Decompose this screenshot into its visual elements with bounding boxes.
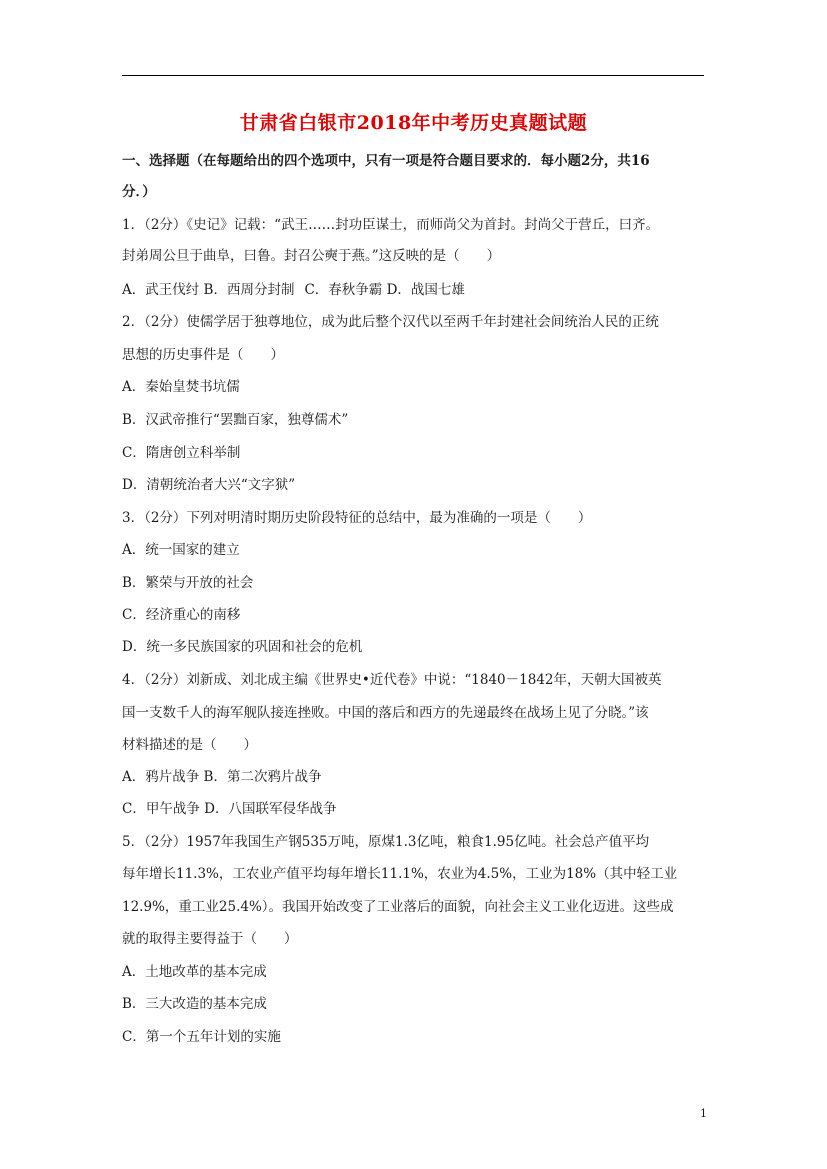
- question-1-options-ab: A．武王伐纣 B．西周分封制: [122, 282, 295, 298]
- question-2-option-c: C．隋唐创立科举制: [122, 445, 241, 461]
- question-3-option-a: A．统一国家的建立: [122, 542, 240, 558]
- question-5-option-b: B．三大改造的基本完成: [122, 996, 267, 1012]
- question-2-stem-line-1: 2．（2分）使儒学居于独尊地位，成为此后整个汉代以至两千年封建社会间统治人民的正统: [122, 314, 659, 330]
- question-3-option-b: B．繁荣与开放的社会: [122, 575, 254, 591]
- question-4-stem-line-2: 国一支数千人的海军舰队接连挫败。中国的落后和西方的先递最终在战场上见了分晓。”该: [122, 705, 649, 721]
- section-heading-line-2: 分．）: [122, 184, 156, 200]
- section-heading-line-1: 一、选择题（在每题给出的四个选项中，只有一项是符合题目要求的．每小题2分，共16: [122, 153, 650, 169]
- question-2-option-b: B．汉武帝推行“罢黜百家，独尊儒术”: [122, 412, 349, 428]
- header-rule: [122, 75, 704, 76]
- question-5-stem-line-2: 每年增长11.3%，工农业产值平均每年增长11.1%，农业为4.5%，工业为18%（其中轻工业: [122, 866, 678, 882]
- question-2-stem-line-2: 思想的历史事件是（ ）: [122, 347, 284, 363]
- question-4-stem-line-1: 4．（2分）刘新成、刘北成主编《世界史•近代卷》中说：“1840－1842年，天朝大国被英: [122, 672, 662, 688]
- question-1-options-cd: C．春秋争霸 D．战国七雄: [304, 282, 465, 298]
- question-1-options: [122, 280, 465, 300]
- page-title: 甘肃省白银市2018年中考历史真题试题: [239, 112, 588, 134]
- question-4-options-cd: C．甲午战争 D．八国联军侵华战争: [122, 801, 337, 817]
- question-4-stem-line-3: 材料描述的是（ ）: [122, 737, 257, 753]
- question-5-option-c: C．第一个五年计划的实施: [122, 1029, 281, 1045]
- question-3-option-d: D．统一多民族国家的巩固和社会的危机: [122, 639, 363, 655]
- question-5-stem-line-4: 就的取得主要得益于（ ）: [122, 931, 298, 947]
- question-2-option-a: A．秦始皇焚书坑儒: [122, 379, 240, 395]
- question-5-stem-line-3: 12.9%，重工业25.4%）。我国开始改变了工业落后的面貌，向社会主义工业化迈进。这些成: [122, 899, 674, 915]
- page-number: 1: [700, 1107, 707, 1120]
- question-2-option-d: D．清朝统治者大兴“文字狱”: [122, 477, 296, 493]
- question-3-stem-line-1: 3．（2分）下列对明清时期历史阶段特征的总结中，最为准确的一项是（ ）: [122, 510, 592, 526]
- question-5-stem-line-1: 5．（2分）1957年我国生产钢535万吨，原煤1.3亿吨，粮食1.95亿吨。社会总产值平均: [122, 834, 650, 850]
- question-4-options-ab: A．鸦片战争 B．第二次鸦片战争: [122, 769, 322, 785]
- question-1-stem-line-1: 1．（2分）《史记》记载：“武王……封功臣谋士，而师尚父为首封。封尚父于营丘，曰齐。: [122, 217, 660, 233]
- question-5-option-a: A．土地改革的基本完成: [122, 964, 267, 980]
- question-3-option-c: C．经济重心的南移: [122, 607, 241, 623]
- question-1-stem-line-2: 封弟周公旦于曲阜，曰鲁。封召公奭于燕。”这反映的是（ ）: [122, 248, 501, 264]
